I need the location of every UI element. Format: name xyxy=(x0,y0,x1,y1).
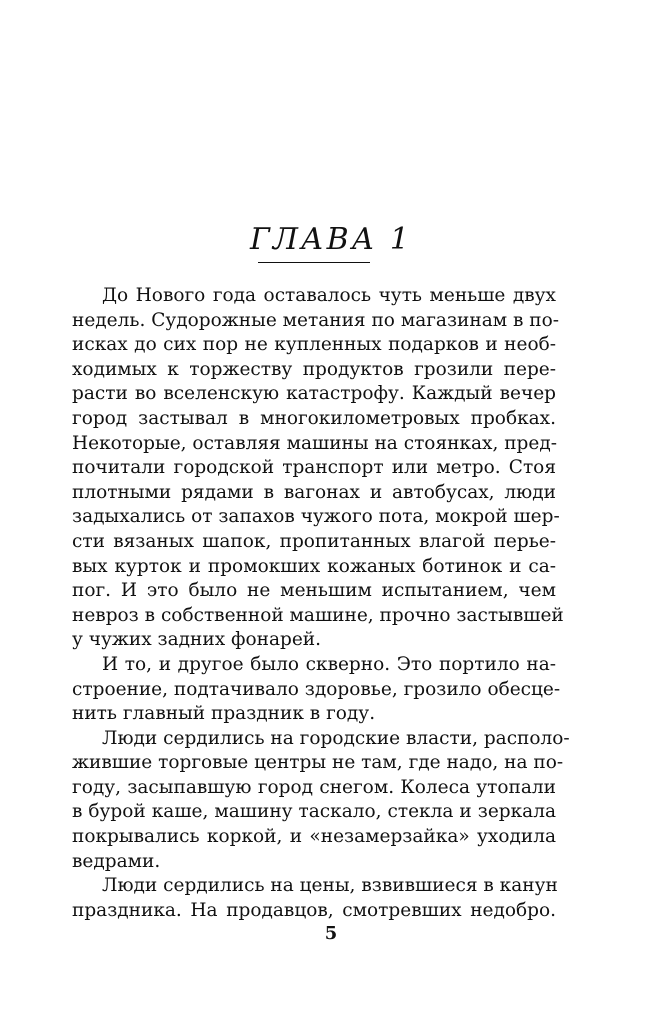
text-line: недель. Судорожные метания по магазинам в по- xyxy=(72,309,560,331)
text-line: ходимых к торжеству продуктов грозили пере- xyxy=(72,358,556,380)
text-line: Люди сердились на городские власти, располо- xyxy=(102,727,570,749)
text-line: задыхались от запахов чужого пота, мокрой шер- xyxy=(72,506,560,528)
text-line: году, засыпавшую город снегом. Колеса утопали xyxy=(72,776,556,798)
text-line: плотными рядами в вагонах и автобусах, люди xyxy=(72,481,556,503)
text-line: вых курток и промокших кожаных ботинок и са- xyxy=(72,555,556,577)
text-line: сти вязаных шапок, пропитанных влагой перье- xyxy=(72,530,556,552)
text-line: И то, и другое было скверно. Это портило на- xyxy=(102,653,556,675)
text-line: пог. И это было не меньшим испытанием, чем xyxy=(72,580,556,602)
text-line: город застывал в многокилометровых пробках. xyxy=(72,407,556,429)
text-line: строение, подтачивало здоровье, грозило обесце- xyxy=(72,678,561,700)
text-line: Некоторые, оставляя машины на стоянках, пред- xyxy=(72,432,557,454)
text-line: жившие торговые центры не там, где надо, на по- xyxy=(72,752,564,774)
text-line: покрывались коркой, и «незамерзайка» уходила xyxy=(72,826,556,848)
page-number: 5 xyxy=(324,923,338,944)
text-line: ведрами. xyxy=(72,850,161,872)
text-line: Люди сердились на цены, взвившиеся в канун xyxy=(102,875,558,897)
text-line: у чужих задних фонарей. xyxy=(72,629,322,651)
text-line: невроз в собственной машине, прочно застывшей xyxy=(72,604,564,626)
text-line: в бурой каше, машину таскало, стекла и зеркала xyxy=(72,801,556,823)
body-text xyxy=(72,284,570,923)
text-line: нить главный праздник в году. xyxy=(72,703,376,725)
chapter-title: ГЛАВА 1 xyxy=(249,222,412,257)
text-line: почитали городской транспорт или метро. Стоя xyxy=(72,457,556,479)
text-line: До Нового года оставалось чуть меньше двух xyxy=(102,285,556,306)
text-line: исках до сих пор не купленных подарков и необ- xyxy=(72,334,556,356)
chapter-title-underline xyxy=(258,262,370,263)
text-line: расти во вселенскую катастрофу. Каждый вечер xyxy=(72,383,556,405)
text-line: праздника. На продавцов, смотревших недобро. xyxy=(72,899,556,921)
